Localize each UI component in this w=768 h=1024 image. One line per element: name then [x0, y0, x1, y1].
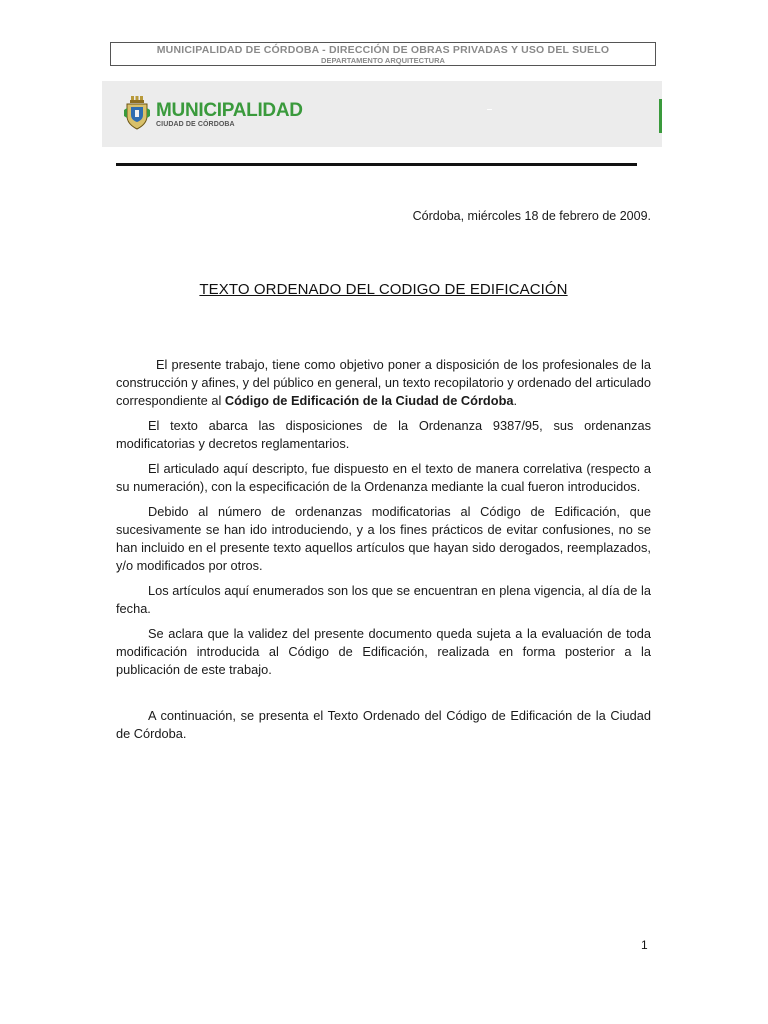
header-department: DEPARTAMENTO ARQUITECTURA: [321, 56, 445, 65]
paragraph-objective-end: .: [513, 393, 518, 408]
page-header: [110, 42, 656, 66]
header-institution: MUNICIPALIDAD DE CÓRDOBA - DIRECCIÓN DE OBRAS PRIVADAS Y USO DEL SUELO: [156, 44, 610, 56]
paragraph-exclusions: Debido al número de ordenanzas modificatorias al Código de Edificación, que sucesivamente se han ido introduciendo, y a los fines prácticos de evitar confusiones, no se han incluido en el presente texto aquellos artículos que hayan sido derogados, reemplazados, y/o modificados por otros.: [116, 504, 651, 573]
coat-of-arms-icon: [124, 96, 150, 135]
banner-accent-bar: [659, 99, 662, 133]
paragraph-objective-text: El presente trabajo, tiene como objetivo poner a disposición de los profesionales de la construcción y afines, y del público en general, un texto recopilatorio y ordenado del articulado correspondiente al: [116, 357, 651, 408]
page-number: 1: [641, 938, 648, 952]
document-date: Córdoba, miércoles 18 de febrero de 2009.: [412, 209, 651, 223]
banner-dash: [487, 109, 492, 110]
paragraph-disclaimer: Se aclara que la validez del presente documento queda sujeta a la evaluación de toda modificación introducida al Código de Edificación, realizada en forma posterior a la publicación de este trabajo.: [116, 626, 651, 677]
logo-name: MUNICIPALIDAD: [156, 100, 303, 121]
header-divider: [116, 163, 637, 166]
paragraph-validity: Los artículos aquí enumerados son los que se encuentran en plena vigencia, al día de la fecha.: [116, 583, 651, 616]
paragraph-objective: [116, 356, 651, 410]
municipal-banner: [102, 81, 662, 147]
logo-subtitle: CIUDAD DE CÓRDOBA: [156, 121, 235, 128]
municipality-logo: [124, 95, 303, 135]
document-body: [116, 356, 651, 750]
document-title: TEXTO ORDENADO DEL CODIGO DE EDIFICACIÓN: [199, 281, 568, 298]
paragraph-arrangement: El articulado aquí descripto, fue dispuesto en el texto de manera correlativa (respecto a su numeración), con la especificación de la Ordenanza mediante la cual fueron introducidos.: [116, 461, 651, 494]
code-name-bold: Código de Edificación de la Ciudad de Córdoba: [224, 393, 514, 408]
paragraph-introduction: A continuación, se presenta el Texto Ordenado del Código de Edificación de la Ciudad de Córdoba.: [116, 708, 651, 741]
paragraph-scope: El texto abarca las disposiciones de la Ordenanza 9387/95, sus ordenanzas modificatorias y decretos reglamentarios.: [116, 418, 651, 451]
